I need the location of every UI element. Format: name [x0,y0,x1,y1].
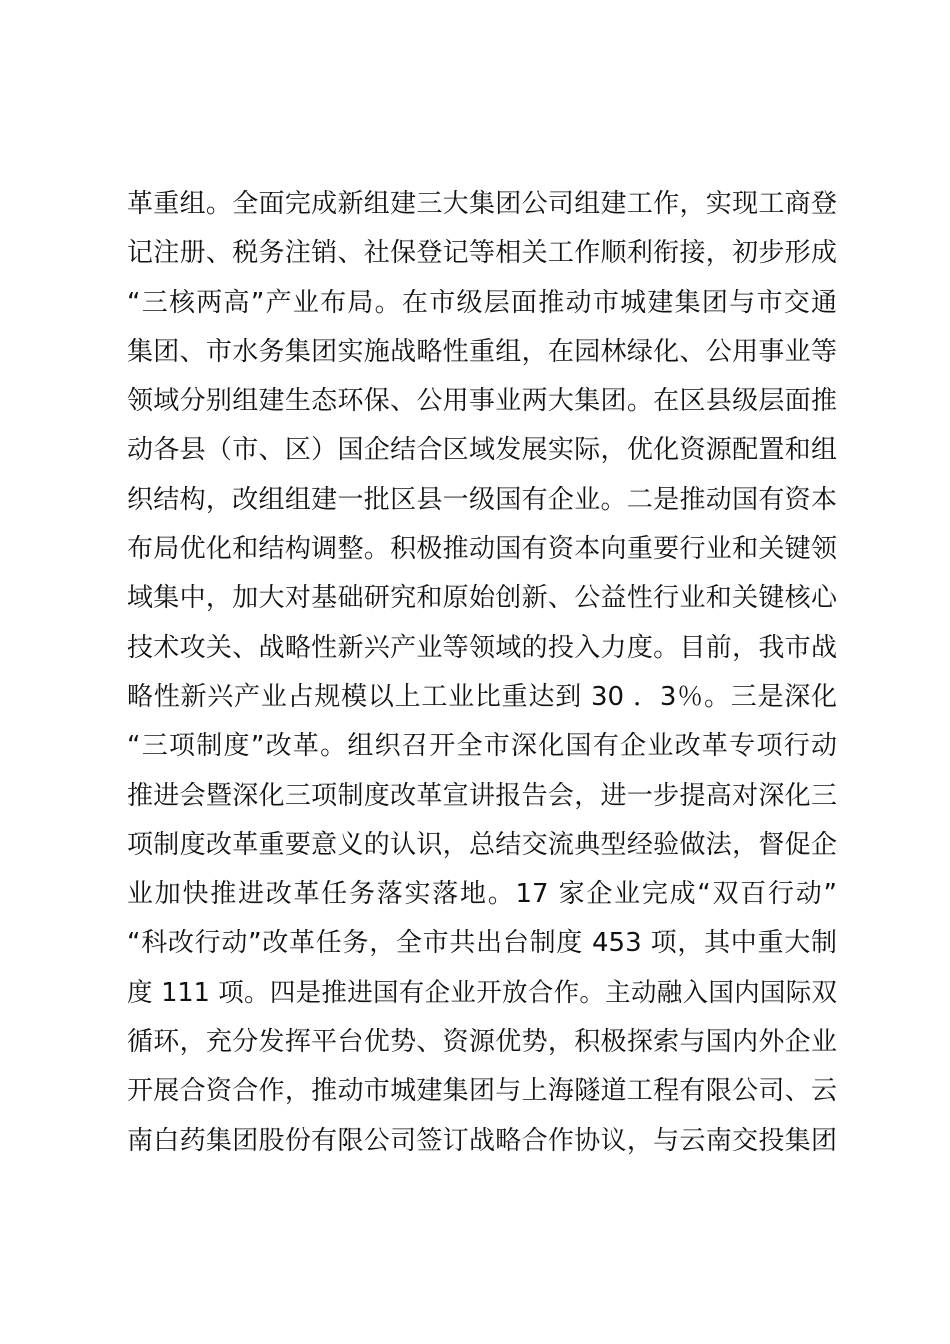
text-line-3: “三核两高”产业布局。在市级层面推动市城建集团与市交通 [127,287,837,318]
text-line-19: 开展合资合作，推动市城建集团与上海隧道工程有限公司、云 [127,1076,837,1107]
text-line-12: “三项制度”改革。组织召开全市深化国有企业改革专项行动 [127,731,837,762]
text-line-15: 业加快推进改革任务落实落地。17 家企业完成“双百行动” [127,879,837,910]
text-line-5: 领域分别组建生态环保、公用事业两大集团。在区县级层面推 [127,386,837,417]
text-line-7: 织结构，改组组建一批区县一级国有企业。二是推动国有资本 [127,484,837,515]
text-line-17: 度 111 项。四是推进国有企业开放合作。主动融入国内国际双 [127,977,837,1008]
text-line-1: 革重组。全面完成新组建三大集团公司组建工作，实现工商登 [127,189,837,219]
text-line-18: 循环，充分发挥平台优势、资源优势，积极探索与国内外企业 [127,1027,837,1058]
text-line-14: 项制度改革重要意义的认识，总结交流典型经验做法，督促企 [127,829,837,860]
text-line-10: 技术攻关、战略性新兴产业等领域的投入力度。目前，我市战 [127,632,837,663]
text-line-4: 集团、市水务集团实施战略性重组，在园林绿化、公用事业等 [127,336,837,367]
text-line-11: 略性新兴产业占规模以上工业比重达到 30 ．3％。三是深化 [127,681,837,712]
body-paragraph [127,180,837,1166]
text-line-16: “科改行动”改革任务，全市共出台制度 453 项，其中重大制 [127,928,837,959]
text-line-13: 推进会暨深化三项制度改革宣讲报告会，进一步提高对深化三 [127,780,837,811]
text-line-6: 动各县（市、区）国企结合区域发展实际，优化资源配置和组 [127,435,837,466]
text-line-8: 布局优化和结构调整。积极推动国有资本向重要行业和关键领 [127,534,837,565]
text-line-9: 域集中，加大对基础研究和原始创新、公益性行业和关键核心 [127,583,837,614]
text-line-2: 记注册、税务注销、社保登记等相关工作顺利衔接，初步形成 [127,238,837,269]
text-line-20: 南白药集团股份有限公司签订战略合作协议，与云南交投集团 [127,1125,837,1156]
